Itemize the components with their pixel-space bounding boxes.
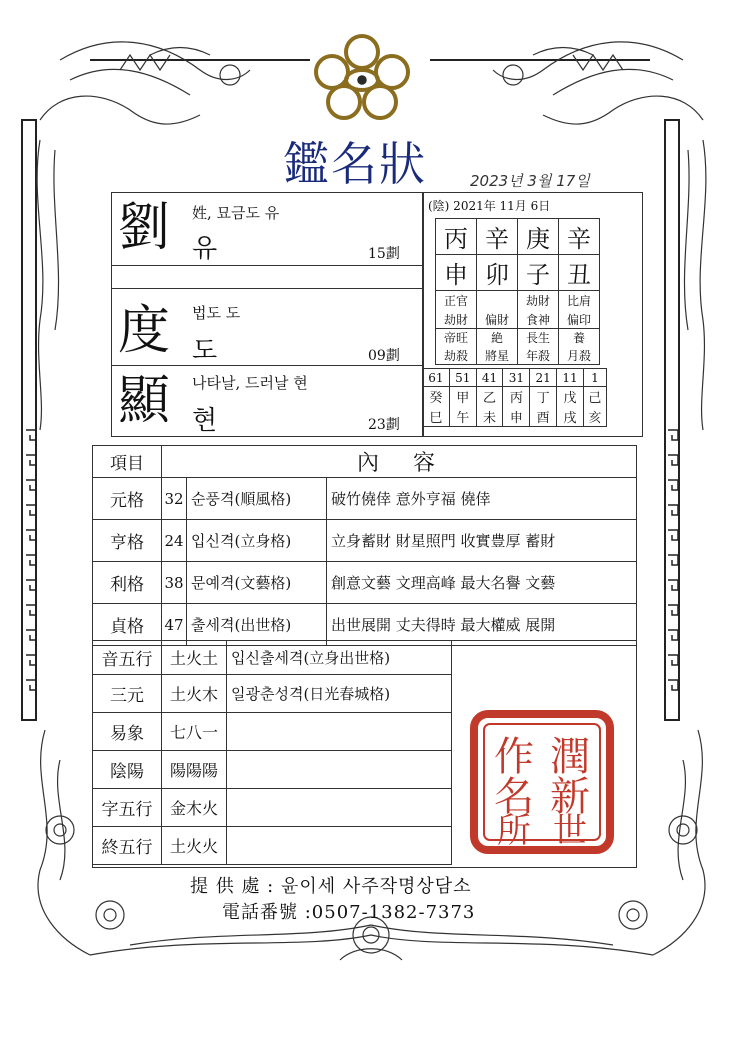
row-desc: 立身蓄財 財星照門 收實豊厚 蓄財	[327, 520, 637, 562]
name-strokes-2: 09劃	[368, 348, 400, 364]
row-desc: 破竹僥倖 意外亨福 僥倖	[327, 478, 637, 520]
header-item: 項目	[93, 446, 162, 478]
row-label: 利格	[93, 562, 162, 604]
ten-god: 比肩	[559, 291, 600, 311]
name-divider	[111, 265, 423, 289]
seal-char: 作	[494, 734, 534, 780]
daeun-stem: 甲	[449, 387, 476, 407]
row-name: 문예격(文藝格)	[187, 562, 327, 604]
name-divider-2	[111, 365, 423, 366]
row-label: 元格	[93, 478, 162, 520]
row-num: 38	[162, 562, 187, 604]
twelve-star: 帝旺	[436, 329, 477, 347]
daeun-age: 11	[557, 369, 584, 387]
row-num: 47	[162, 604, 187, 646]
ten-god: 食神	[518, 311, 559, 329]
phone-line: 電話番號 :0507-1382-7373	[222, 902, 476, 923]
heavenly-stem: 辛	[477, 219, 518, 255]
lower-label: 易象	[93, 713, 162, 751]
lower-extra	[227, 827, 452, 865]
heavenly-stem: 庚	[518, 219, 559, 255]
heavenly-stem: 丙	[436, 219, 477, 255]
daeun-stem: 丁	[530, 387, 557, 407]
daeun-stem: 丙	[503, 387, 530, 407]
twelve-star: 絶	[477, 329, 518, 347]
row-name: 순풍격(順風格)	[187, 478, 327, 520]
daeun-branch: 午	[449, 407, 476, 427]
lower-label: 終五行	[93, 827, 162, 865]
lower-value: 土火火	[162, 827, 227, 865]
name-hangul-3: 현	[192, 406, 218, 436]
daeun-stem: 戊	[557, 387, 584, 407]
ten-god	[477, 291, 518, 311]
daeun-stem: 己	[583, 387, 606, 407]
name-hanja-2: 度	[118, 301, 171, 361]
daeun-branch: 戌	[557, 407, 584, 427]
earthly-branch: 子	[518, 255, 559, 291]
name-hangul-1: 유	[192, 234, 218, 264]
seal-stamp	[468, 708, 616, 856]
lower-label: 字五行	[93, 789, 162, 827]
seal-char: 名	[494, 774, 534, 820]
row-label: 亨格	[93, 520, 162, 562]
daeun-branch: 未	[476, 407, 503, 427]
earthly-branch: 申	[436, 255, 477, 291]
lower-extra: 입신출세격(立身出世格)	[227, 641, 452, 675]
twelve-star: 將星	[477, 347, 518, 365]
name-strokes-3: 23劃	[368, 417, 400, 433]
daeun-branch: 申	[503, 407, 530, 427]
lower-value: 金木火	[162, 789, 227, 827]
lower-value: 陽陽陽	[162, 751, 227, 789]
daeun-stem: 乙	[476, 387, 503, 407]
emblem-icon	[312, 30, 412, 120]
daeun-age: 41	[476, 369, 503, 387]
lower-label: 陰陽	[93, 751, 162, 789]
header-content: 內 容	[162, 446, 637, 478]
earthly-branch: 卯	[477, 255, 518, 291]
lower-label: 音五行	[93, 641, 162, 675]
row-label: 貞格	[93, 604, 162, 646]
row-desc: 出世展開 丈夫得時 最大權威 展開	[327, 604, 637, 646]
lower-extra: 일광춘성격(日光春城格)	[227, 675, 452, 713]
twelve-star: 月殺	[559, 347, 600, 365]
lower-table	[92, 640, 452, 865]
lower-extra	[227, 789, 452, 827]
saju-pillars	[435, 218, 600, 365]
daeun-age: 21	[530, 369, 557, 387]
daeun-stem: 癸	[423, 387, 450, 407]
seal-char: 所	[497, 811, 531, 851]
daeun-branch: 酉	[530, 407, 557, 427]
row-name: 입신격(立身格)	[187, 520, 327, 562]
name-meaning-3: 나타날, 드러날 현	[192, 374, 308, 392]
lower-extra	[227, 713, 452, 751]
seal-char: 新	[550, 774, 590, 820]
row-num: 32	[162, 478, 187, 520]
seal-char: 潤	[550, 734, 590, 780]
name-meaning-2: 법도 도	[192, 304, 241, 322]
lower-value: 土火木	[162, 675, 227, 713]
daeun-branch: 巳	[423, 407, 450, 427]
row-name: 출세격(出世格)	[187, 604, 327, 646]
name-meaning-1: 姓, 묘금도 유	[192, 204, 280, 222]
provider-line: 提 供 處 : 윤이세 사주작명상담소	[190, 876, 472, 897]
heavenly-stem: 辛	[559, 219, 600, 255]
lower-label: 三元	[93, 675, 162, 713]
lower-extra	[227, 751, 452, 789]
ten-god: 劫財	[436, 311, 477, 329]
twelve-star: 年殺	[518, 347, 559, 365]
daeun-table	[422, 368, 607, 427]
lower-value: 土火土	[162, 641, 227, 675]
twelve-star: 養	[559, 329, 600, 347]
row-num: 24	[162, 520, 187, 562]
lunar-date: (陰) 2021年 11月 6日	[428, 199, 551, 213]
ten-god: 正官	[436, 291, 477, 311]
name-hangul-2: 도	[192, 336, 218, 366]
ten-god: 偏財	[477, 311, 518, 329]
daeun-branch: 亥	[583, 407, 606, 427]
analysis-table	[92, 445, 637, 646]
daeun-age: 31	[503, 369, 530, 387]
lower-value: 七八一	[162, 713, 227, 751]
page-title: 鑑名狀	[283, 137, 427, 191]
daeun-age: 61	[423, 369, 450, 387]
name-hanja-3: 顯	[118, 371, 171, 431]
earthly-branch: 丑	[559, 255, 600, 291]
daeun-age: 1	[583, 369, 606, 387]
seal-char: 世	[553, 811, 587, 851]
name-hanja-1: 劉	[118, 198, 171, 258]
ten-god: 劫財	[518, 291, 559, 311]
row-desc: 創意文藝 文理高峰 最大名譽 文藝	[327, 562, 637, 604]
name-strokes-1: 15劃	[368, 246, 400, 262]
issue-date: 2023년 3월 17일	[470, 172, 590, 190]
ten-god: 偏印	[559, 311, 600, 329]
daeun-age: 51	[449, 369, 476, 387]
twelve-star: 長生	[518, 329, 559, 347]
twelve-star: 劫殺	[436, 347, 477, 365]
